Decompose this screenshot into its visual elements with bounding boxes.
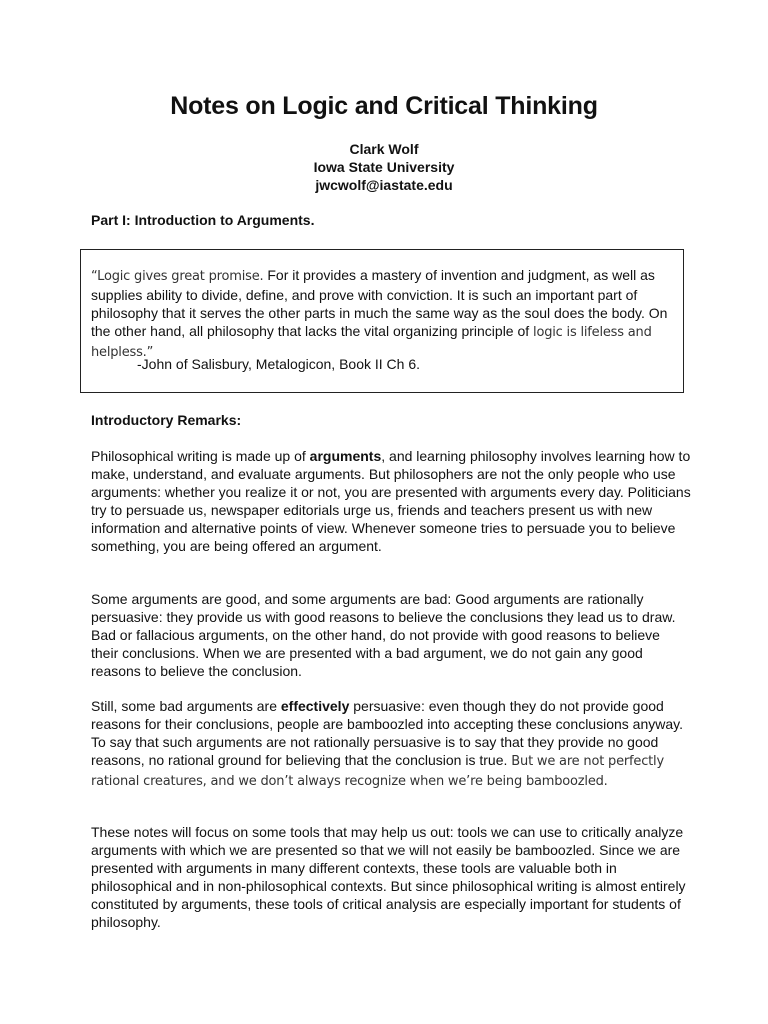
quote-attribution: -John of Salisbury, Metalogicon, Book II Ch 6.	[137, 356, 420, 372]
part-heading: Part I: Introduction to Arguments.	[91, 212, 315, 228]
author-name: Clark Wolf	[349, 141, 419, 157]
paragraph-1-bold-term: arguments	[309, 448, 382, 464]
document-title: Notes on Logic and Critical Thinking	[170, 92, 598, 120]
quote-box	[80, 249, 684, 393]
paragraph-1-part-c: , and learning philosophy involves learning how to make, understand, and evaluate arguments. But philosophers are not the only people who use arguments: whether you realize it or not, you are presented with arguments every day. Politicians try to persuade us, newspaper editorials urge us, friends and teachers present us with new information and alternative points of view. Whenever someone tries to persuade you to believe something, you are being offered an argument.	[91, 448, 691, 554]
paragraph-4: These notes will focus on some tools that may help us out: tools we can use to critically analyze arguments with which we are presented so that we will not easily be bamboozled. Since we are presented with arguments in many different contexts, these tools are valuable both in philosophical and in non-philosophical contexts. But since philosophical writing is almost entirely constituted by arguments, these tools of critical analysis are especially important for students of philosophy.	[91, 824, 686, 930]
paragraph-1-part-a: Philosophical writing is made up of	[91, 448, 310, 464]
paragraph-3	[91, 697, 691, 791]
paragraph-3-part-a: Still, some bad arguments are	[91, 698, 281, 714]
quote-open: “Logic gives great promise.	[91, 269, 264, 284]
quote-middle: For it provides a mastery of invention and judgment, as well as supplies ability to divide, define, and prove with conviction. It is such an important part of philosophy that it serves the other parts in much the same way as the soul does the body. On the other hand, all philosophy that lacks the vital organizing principle of	[91, 267, 668, 339]
author-block	[0, 140, 768, 194]
author-institution: Iowa State University	[313, 159, 455, 175]
paragraph-3-bold-term: effectively	[280, 698, 350, 714]
quote-text	[91, 266, 679, 362]
paragraph-3-part-d: But we are not perfectly rational creatures, and we don’t always recognize when we’re being bamboozled.	[91, 754, 664, 789]
paragraph-3-part-c: persuasive: even though they do not provide good reasons for their conclusions, people are bamboozled into accepting these conclusions anyway. To say that such arguments are not rationally persuasive is to say that they provide no good reasons, no rational ground for believing that the conclusion is true.	[91, 698, 683, 768]
section-heading: Introductory Remarks:	[91, 412, 242, 428]
author-email: jwcwolf@iastate.edu	[315, 177, 453, 193]
paragraph-2: Some arguments are good, and some arguments are bad: Good arguments are rationally persuasive: they provide us with good reasons to believe the conclusions they lead us to draw. Bad or fallacious arguments, on the other hand, do not provide with good reasons to believe their conclusions. When we are presented with a bad argument, we do not gain any good reasons to believe the conclusion.	[91, 591, 676, 679]
quote-end: logic is lifeless and helpless.”	[91, 325, 652, 360]
paragraph-1	[91, 447, 691, 555]
